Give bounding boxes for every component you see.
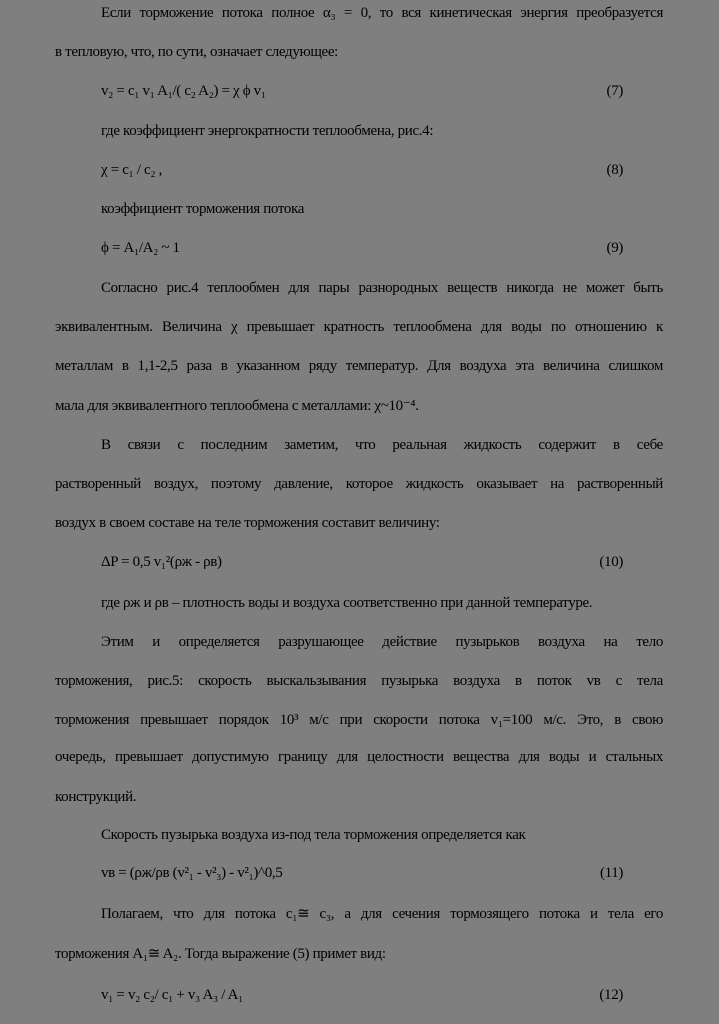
equation-8 <box>101 161 623 179</box>
paragraph-line: коэффициент торможения потока <box>101 201 305 217</box>
equation-9 <box>101 239 623 257</box>
paragraph-line: Согласно рис.4 теплообмен для пары разнородных веществ никогда не может быть <box>101 280 663 296</box>
paragraph-line: металлам в 1,1-2,5 раза в указанном ряду температур. Для воздуха эта величина слишком <box>55 358 663 374</box>
paragraph-line: Полагаем, что для потока c₁≅ c₃, а для сечения тормозящего потока и тела его <box>101 906 663 922</box>
equation-text: ΔP = 0,5 v₁²(ρж - ρв) <box>101 554 222 570</box>
paragraph-line: торможения A₁≅ A₂. Тогда выражение (5) примет вид: <box>55 946 386 962</box>
paragraph-line: эквивалентным. Величина χ превышает кратность теплообмена для воды по отношению к <box>55 319 663 335</box>
paragraph-line: В связи с последним заметим, что реальная жидкость содержит в себе <box>101 437 663 453</box>
equation-text: vв = (ρж/ρв (v²₁ - v²₃) - v²₁)^0,5 <box>101 865 283 881</box>
equation-number: (9) <box>606 240 623 256</box>
equation-number: (12) <box>599 987 623 1003</box>
equation-11 <box>101 864 623 882</box>
equation-7 <box>101 82 623 100</box>
equation-text: χ = c₁ / c₂ , <box>101 162 163 178</box>
paragraph-line: Если торможение потока полное α₃ = 0, то вся кинетическая энергия преобразуется <box>101 5 663 21</box>
paragraph-line: очередь, превышает допустимую границу для целостности вещества для воды и стальных <box>55 749 663 765</box>
paragraph-line: Этим и определяется разрушающее действие пузырьков воздуха на тело <box>101 634 663 650</box>
paragraph-line: мала для эквивалентного теплообмена с металлами: χ~10⁻⁴. <box>55 398 419 414</box>
paragraph-line: воздух в своем составе на теле торможения составит величину: <box>55 515 440 531</box>
paragraph-line: где ρж и ρв – плотность воды и воздуха соответственно при данной температуре. <box>101 595 593 611</box>
equation-text: ϕ = A₁/A₂ ~ 1 <box>101 240 180 256</box>
equation-number: (10) <box>599 554 623 570</box>
paragraph-line: торможения, рис.5: скорость выскальзывания пузырька воздуха в поток vв с тела <box>55 673 663 689</box>
equation-text: v₂ = c₁ v₁ A₁/( c₂ A₂) = χ ϕ v₁ <box>101 83 266 99</box>
paragraph-line: растворенный воздух, поэтому давление, которое жидкость оказывает на растворенный <box>55 476 663 492</box>
equation-12 <box>101 986 623 1004</box>
equation-number: (8) <box>606 162 623 178</box>
equation-number: (7) <box>606 83 623 99</box>
paragraph-line: конструкций. <box>55 789 137 805</box>
paragraph-line: где коэффициент энергократности теплообмена, рис.4: <box>101 123 434 139</box>
equation-text: v₁ = v₂ c₂/ c₁ + v₃ A₃ / A₁ <box>101 987 243 1003</box>
equation-number: (11) <box>599 865 623 881</box>
paragraph-line: Скорость пузырька воздуха из-под тела торможения определяется как <box>101 827 526 843</box>
equation-10 <box>101 553 623 571</box>
paragraph-line: торможения превышает порядок 10³ м/с при скорости потока v₁=100 м/с. Это, в свою <box>55 712 663 728</box>
paragraph-line: в тепловую, что, по сути, означает следующее: <box>55 44 338 60</box>
